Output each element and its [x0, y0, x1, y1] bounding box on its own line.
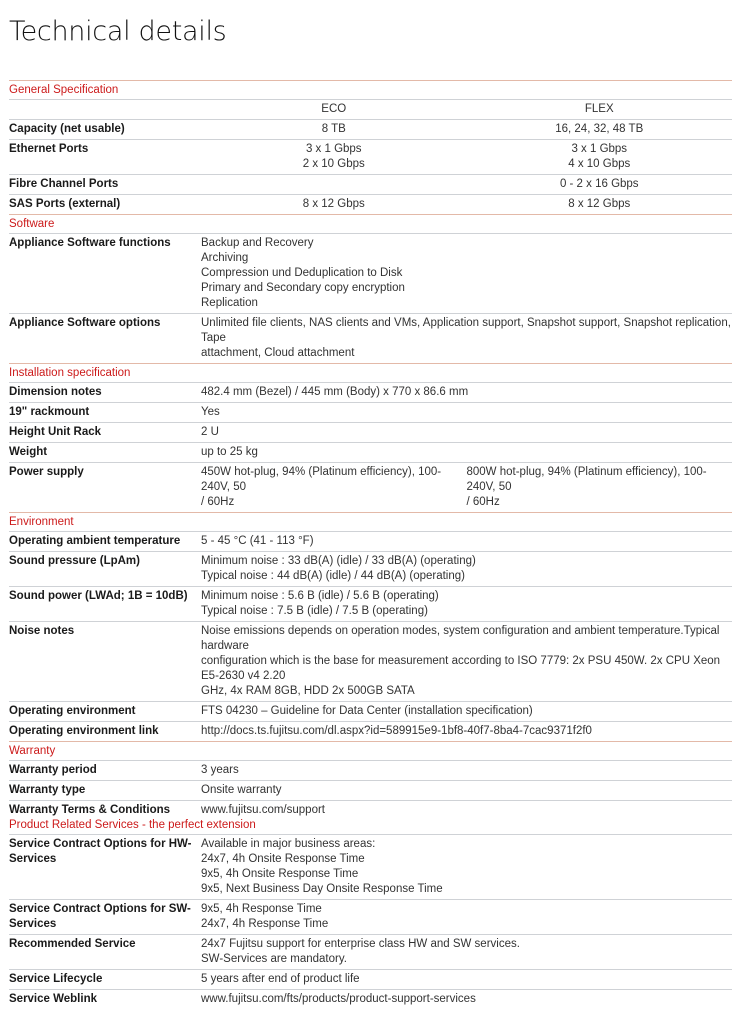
- section-heading-installation: Installation specification: [9, 367, 131, 379]
- spec-value-eco: 3 x 1 Gbps: [305, 143, 362, 155]
- spec-row-warranty-terms: [9, 801, 732, 818]
- section-heading-warranty: Warranty: [9, 745, 56, 757]
- column-header-row: [9, 100, 732, 119]
- spec-value-flex: 3 x 1 Gbps: [571, 143, 628, 155]
- spec-value-flex: 0 - 2 x 16 Gbps: [559, 178, 639, 190]
- spec-row-noise-notes: [9, 622, 732, 701]
- spec-value-line: Available in major business areas:: [201, 838, 376, 850]
- column-header-flex: FLEX: [584, 103, 614, 115]
- column-header-eco: ECO: [321, 103, 347, 115]
- spec-value-flex: 800W hot-plug, 94% (Platinum efficiency), 100-240V, 50: [466, 466, 707, 493]
- spec-value: Onsite warranty: [201, 784, 282, 796]
- spec-label: Weight: [9, 446, 48, 458]
- spec-row-service-weblink: [9, 990, 732, 1009]
- spec-value: Yes: [201, 406, 220, 418]
- spec-label: Recommended Service: [9, 938, 136, 950]
- spec-value-eco: 450W hot-plug, 94% (Platinum efficiency), 100-240V, 50: [201, 466, 442, 493]
- spec-label: Sound pressure (LpAm): [9, 555, 140, 567]
- spec-value: 2 U: [201, 426, 219, 438]
- spec-value-line: Backup and Recovery: [201, 237, 314, 249]
- spec-row-operating-environment: [9, 702, 732, 721]
- spec-row-power-supply: [9, 463, 732, 512]
- spec-row-weight: [9, 443, 732, 462]
- spec-value-line: attachment, Cloud attachment: [201, 347, 355, 359]
- spec-row-fibre: [9, 175, 732, 194]
- spec-value-line: Noise emissions depends on operation modes, system configuration and ambient temperature.Typical hardware: [201, 625, 720, 652]
- spec-value-line: 9x5, 4h Response Time: [201, 903, 322, 915]
- spec-label: Dimension notes: [9, 386, 102, 398]
- spec-value-flex: 8 x 12 Gbps: [568, 198, 631, 210]
- spec-value-eco: / 60Hz: [201, 496, 235, 508]
- spec-label: Operating environment link: [9, 725, 159, 737]
- spec-value-flex: / 60Hz: [466, 496, 500, 508]
- spec-value-line: GHz, 4x RAM 8GB, HDD 2x 500GB SATA: [201, 685, 415, 697]
- spec-row-environment-link: [9, 722, 732, 741]
- spec-row-dimension: [9, 383, 732, 402]
- section-heading-general: General Specification: [9, 84, 119, 96]
- spec-row-sw-services: [9, 900, 732, 934]
- spec-value-line: 24x7, 4h Onsite Response Time: [201, 853, 365, 865]
- spec-value-eco: 8 x 12 Gbps: [302, 198, 365, 210]
- spec-value-line: Unlimited file clients, NAS clients and VMs, Application support, Snapshot support, Snapshot replication, Tape: [201, 317, 731, 344]
- spec-value: 482.4 mm (Bezel) / 445 mm (Body) x 770 x 86.6 mm: [201, 386, 469, 398]
- spec-value-line: Typical noise : 7.5 B (idle) / 7.5 B (operating): [201, 605, 428, 617]
- section-heading-environment: Environment: [9, 516, 74, 528]
- spec-row-sound-pressure: [9, 552, 732, 586]
- spec-value: 5 - 45 °C (41 - 113 °F): [201, 535, 314, 547]
- spec-value: 3 years: [201, 764, 239, 776]
- spec-value-flex: 4 x 10 Gbps: [568, 158, 631, 170]
- warranty-terms-link[interactable]: www.fujitsu.com/support: [201, 804, 325, 816]
- spec-value-line: 24x7 Fujitsu support for enterprise class HW and SW services.: [201, 938, 520, 950]
- spec-row-temperature: [9, 532, 732, 551]
- spec-value-line: 9x5, Next Business Day Onsite Response Time: [201, 883, 443, 895]
- spec-value-line: configuration which is the base for measurement according to ISO 7779: 2x PSU 450W. 2x CPU Xeon E5-2630 v4 2.20: [201, 655, 721, 682]
- spec-value: up to 25 kg: [201, 446, 258, 458]
- spec-value-eco: 2 x 10 Gbps: [302, 158, 365, 170]
- spec-row-service-lifecycle: [9, 970, 732, 989]
- spec-label: Service Lifecycle: [9, 973, 103, 985]
- spec-label: Service Weblink: [9, 993, 97, 1005]
- spec-row-capacity: [9, 120, 732, 139]
- spec-value: 5 years after end of product life: [201, 973, 360, 985]
- spec-value-line: Typical noise : 44 dB(A) (idle) / 44 dB(A) (operating): [201, 570, 465, 582]
- spec-value-line: 24x7, 4h Response Time: [201, 918, 329, 930]
- environment-link[interactable]: http://docs.ts.fujitsu.com/dl.aspx?id=589915e9-1bf8-40f7-8ba4-7cac9371f2f0: [201, 725, 592, 737]
- spec-value-line: SW-Services are mandatory.: [201, 953, 347, 965]
- spec-label: Power supply: [9, 466, 84, 478]
- spec-row-height: [9, 423, 732, 442]
- spec-row-software-functions: [9, 234, 732, 313]
- spec-row-warranty-type: [9, 781, 732, 800]
- spec-label: Noise notes: [9, 625, 75, 637]
- spec-label: Ethernet Ports: [9, 143, 89, 155]
- spec-label: Height Unit Rack: [9, 426, 102, 438]
- spec-label: Warranty type: [9, 784, 86, 796]
- spec-label: Services: [9, 853, 57, 865]
- spec-label: Operating ambient temperature: [9, 535, 181, 547]
- spec-label: Sound power (LWAd; 1B = 10dB): [9, 590, 188, 602]
- spec-label: Appliance Software functions: [9, 237, 171, 249]
- spec-row-software-options: [9, 314, 732, 363]
- spec-row-sound-power: [9, 587, 732, 621]
- spec-row-warranty-period: [9, 761, 732, 780]
- spec-label: Service Contract Options for SW-Services: [9, 903, 191, 930]
- spec-row-ethernet: [9, 140, 732, 174]
- spec-value-line: Minimum noise : 33 dB(A) (idle) / 33 dB(A) (operating): [201, 555, 476, 567]
- spec-label: SAS Ports (external): [9, 198, 121, 210]
- spec-label: Service Contract Options for HW-: [9, 838, 192, 850]
- spec-label: Operating environment: [9, 705, 136, 717]
- spec-value-flex: 16, 24, 32, 48 TB: [555, 123, 644, 135]
- spec-row-hw-services: [9, 835, 732, 899]
- spec-value-eco: [201, 177, 467, 192]
- spec-value-line: Minimum noise : 5.6 B (idle) / 5.6 B (operating): [201, 590, 439, 602]
- section-heading-software: Software: [9, 218, 55, 230]
- spec-label: Fibre Channel Ports: [9, 178, 119, 190]
- page-title: Technical details: [9, 16, 227, 47]
- technical-details-table: [9, 80, 732, 1009]
- spec-value-line: Compression und Deduplication to Disk: [201, 267, 403, 279]
- spec-label: Capacity (net usable): [9, 123, 125, 135]
- spec-label: Warranty Terms & Conditions: [9, 804, 171, 816]
- spec-value-line: Primary and Secondary copy encryption: [201, 282, 405, 294]
- spec-value: FTS 04230 – Guideline for Data Center (installation specification): [201, 705, 533, 717]
- spec-label: Warranty period: [9, 764, 97, 776]
- spec-value-line: 9x5, 4h Onsite Response Time: [201, 868, 359, 880]
- spec-row-sas: [9, 195, 732, 214]
- spec-label: 19" rackmount: [9, 406, 90, 418]
- spec-label: Appliance Software options: [9, 317, 161, 329]
- spec-value-line: Archiving: [201, 252, 249, 264]
- spec-row-rackmount: [9, 403, 732, 422]
- spec-value-line: Replication: [201, 297, 258, 309]
- spec-value-eco: 8 TB: [321, 123, 346, 135]
- service-weblink[interactable]: www.fujitsu.com/fts/products/product-support-services: [201, 993, 476, 1005]
- section-heading-services: Product Related Services - the perfect extension: [9, 819, 256, 831]
